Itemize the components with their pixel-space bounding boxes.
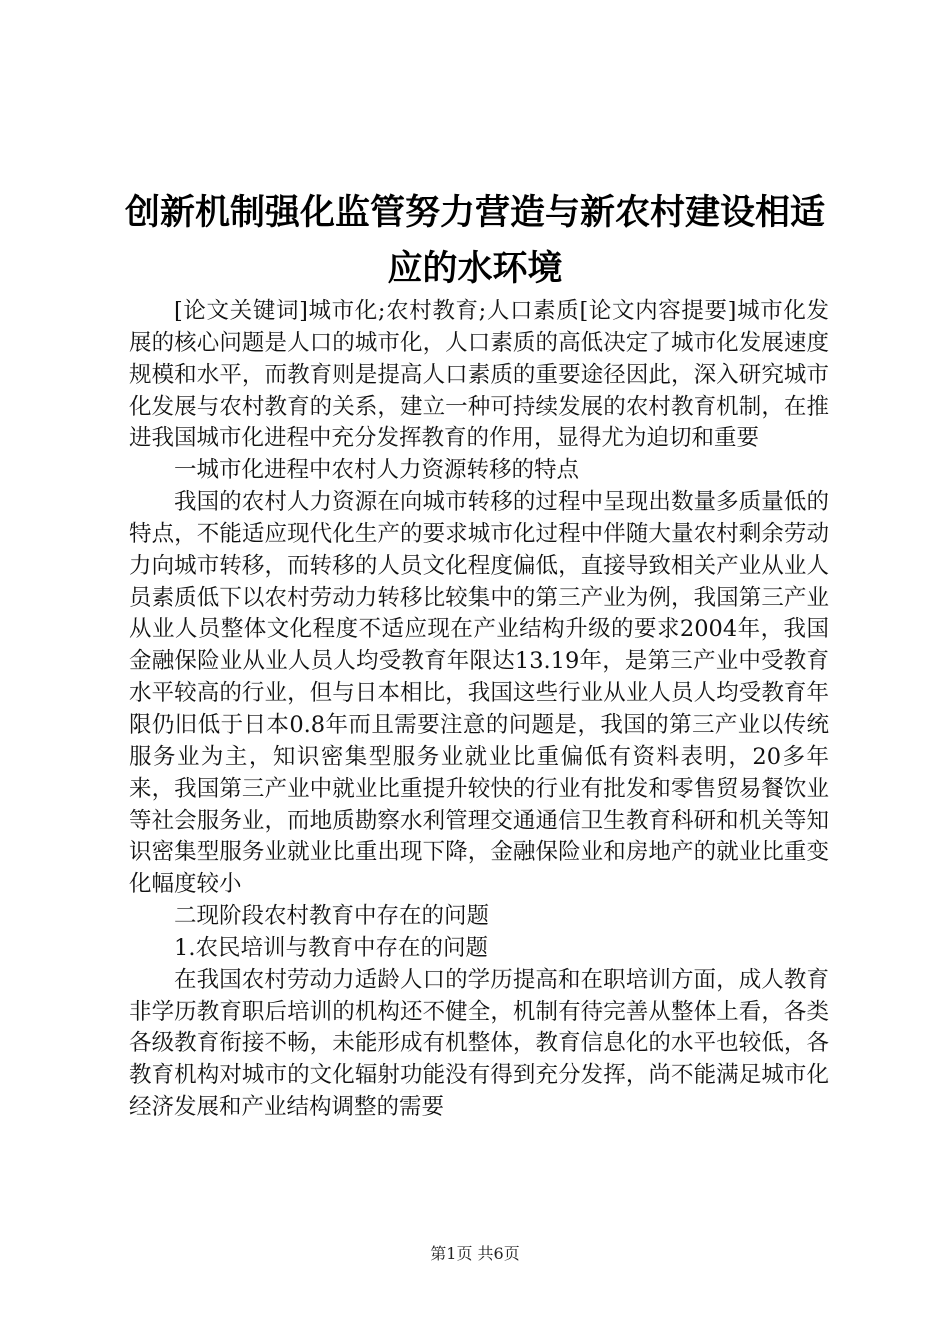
section-heading-1: 一城市化进程中农村人力资源转移的特点 bbox=[174, 457, 580, 484]
section-heading-2: 二现阶段农村教育中存在的问题 bbox=[174, 903, 490, 930]
subsection-heading-1: 1.农民培训与教育中存在的问题 bbox=[174, 934, 488, 961]
document-body bbox=[129, 296, 829, 1124]
document-title-line-1: 创新机制强化监管努力营造与新农村建设相适 bbox=[124, 193, 825, 233]
paragraph-training-issues: 在我国农村劳动力适龄人口的学历提高和在职培训方面，成人教育非学历教育职后培训的机构还不健全，机制有待完善从整体上看，各类各级教育衔接不畅，未能形成有机整体，教育信息化的水平也较低，各教育机构对城市的文化辐射功能没有得到充分发挥，尚不能满足城市化经济发展和产业结构调整的需要 bbox=[129, 966, 829, 1121]
page-number-footer: 第1页 共6页 bbox=[430, 1244, 520, 1263]
paragraph-transfer-features: 我国的农村人力资源在向城市转移的过程中呈现出数量多质量低的特点，不能适应现代化生产的要求城市化过程中伴随大量农村剩余劳动力向城市转移，而转移的人员文化程度偏低，直接导致相关产业从业人员素质低下以农村劳动力转移比较集中的第三产业为例，我国第三产业从业人员整体文化程度不适应现在产业结构升级的要求2004年，我国金融保险业从业人员人均受教育年限达13.19年，是第三产业中受教育水平较高的行业，但与日本相比，我国这些行业从业人员人均受教育年限仍旧低于日本0.8年而且需要注意的问题是，我国的第三产业以传统服务业为主，知识密集型服务业就业比重偏低有资料表明，20多年来，我国第三产业中就业比重提升较快的行业有批发和零售贸易餐饮业等社会服务业，而地质勘察水利管理交通通信卫生教育科研和机关等知识密集型服务业就业比重出现下降，金融保险业和房地产的就业比重变化幅度较小 bbox=[129, 489, 829, 898]
document-title-line-2: 应的水环境 bbox=[387, 249, 563, 289]
paragraph-abstract: [论文关键词]城市化;农村教育;人口素质[论文内容提要]城市化发展的核心问题是人口的城市化，人口素质的高低决定了城市化发展速度规模和水平，而教育则是提高人口素质的重要途径因此，深入研究城市化发展与农村教育的关系，建立一种可持续发展的农村教育机制，在推进我国城市化进程中充分发挥教育的作用，显得尤为迫切和重要 bbox=[129, 298, 829, 452]
